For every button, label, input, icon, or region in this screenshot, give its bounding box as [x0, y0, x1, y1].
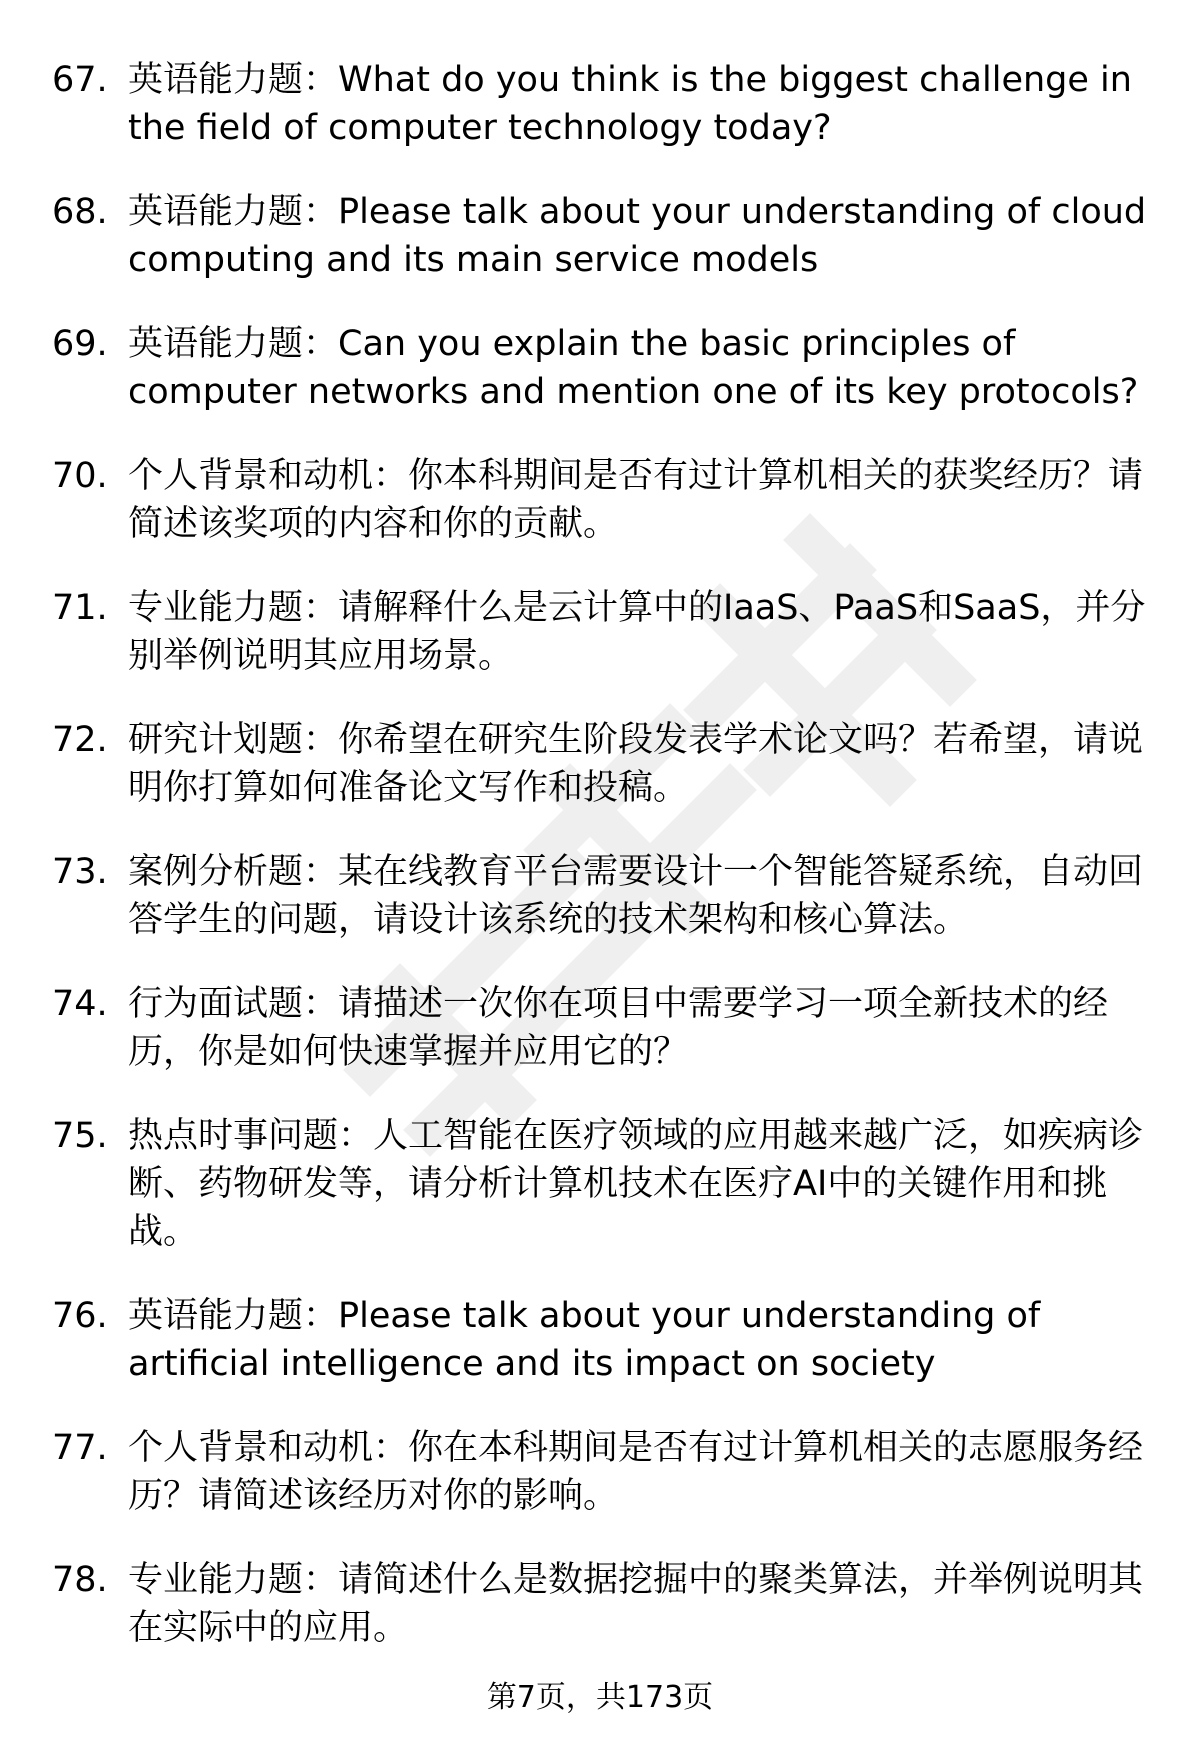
- question-number: 74.: [52, 984, 108, 1024]
- question-number: 72.: [52, 720, 108, 760]
- question-text: 英语能力题：Can you explain the basic principles of computer networks and mention one of its key protocols?: [128, 324, 1139, 412]
- question-number: 77.: [52, 1428, 108, 1468]
- question-text: 热点时事问题：人工智能在医疗领域的应用越来越广泛，如疾病诊断、药物研发等，请分析计算机技术在医疗AI中的关键作用和挑战。: [128, 1116, 1144, 1252]
- question-text: 个人背景和动机：你在本科期间是否有过计算机相关的志愿服务经历？请简述该经历对你的影响。: [128, 1428, 1144, 1516]
- page-footer: [0, 1678, 1200, 1718]
- question-number: 69.: [52, 324, 108, 364]
- question-item: [0, 452, 1200, 548]
- question-text: 英语能力题：What do you think is the biggest challenge in the field of computer technology today?: [128, 60, 1132, 148]
- question-item: [0, 188, 1200, 284]
- question-number: 70.: [52, 456, 108, 496]
- question-number: 71.: [52, 588, 108, 628]
- question-text: 专业能力题：请简述什么是数据挖掘中的聚类算法，并举例说明其在实际中的应用。: [128, 1560, 1144, 1648]
- question-text: 英语能力题：Please talk about your understanding of artificial intelligence and its impact on society: [128, 1296, 1041, 1384]
- question-item: [0, 1292, 1200, 1388]
- question-number: 76.: [52, 1296, 108, 1336]
- question-text: 行为面试题：请描述一次你在项目中需要学习一项全新技术的经历，你是如何快速掌握并应用它的？: [128, 984, 1109, 1072]
- question-item: [0, 980, 1200, 1076]
- question-item: [0, 1424, 1200, 1520]
- question-number: 68.: [52, 192, 108, 232]
- question-number: 75.: [52, 1116, 108, 1156]
- page-number: 第7页，共173页: [486, 1680, 714, 1715]
- question-item: [0, 848, 1200, 944]
- question-item: [0, 1556, 1200, 1652]
- question-item: [0, 1112, 1200, 1256]
- question-number: 67.: [52, 60, 108, 100]
- question-text: 个人背景和动机：你本科期间是否有过计算机相关的获奖经历？请简述该奖项的内容和你的贡献。: [128, 456, 1144, 544]
- question-text: 案例分析题：某在线教育平台需要设计一个智能答疑系统，自动回答学生的问题，请设计该系统的技术架构和核心算法。: [128, 852, 1144, 940]
- question-item: [0, 56, 1200, 152]
- question-item: [0, 320, 1200, 416]
- question-number: 78.: [52, 1560, 108, 1600]
- question-number: 73.: [52, 852, 108, 892]
- question-item: [0, 584, 1200, 680]
- question-text: 英语能力题：Please talk about your understanding of cloud computing and its main service models: [128, 192, 1147, 280]
- question-list: [0, 56, 1200, 1688]
- question-text: 研究计划题：你希望在研究生阶段发表学术论文吗？若希望，请说明你打算如何准备论文写作和投稿。: [128, 720, 1144, 808]
- question-text: 专业能力题：请解释什么是云计算中的IaaS、PaaS和SaaS，并分别举例说明其应用场景。: [128, 588, 1146, 676]
- question-item: [0, 716, 1200, 812]
